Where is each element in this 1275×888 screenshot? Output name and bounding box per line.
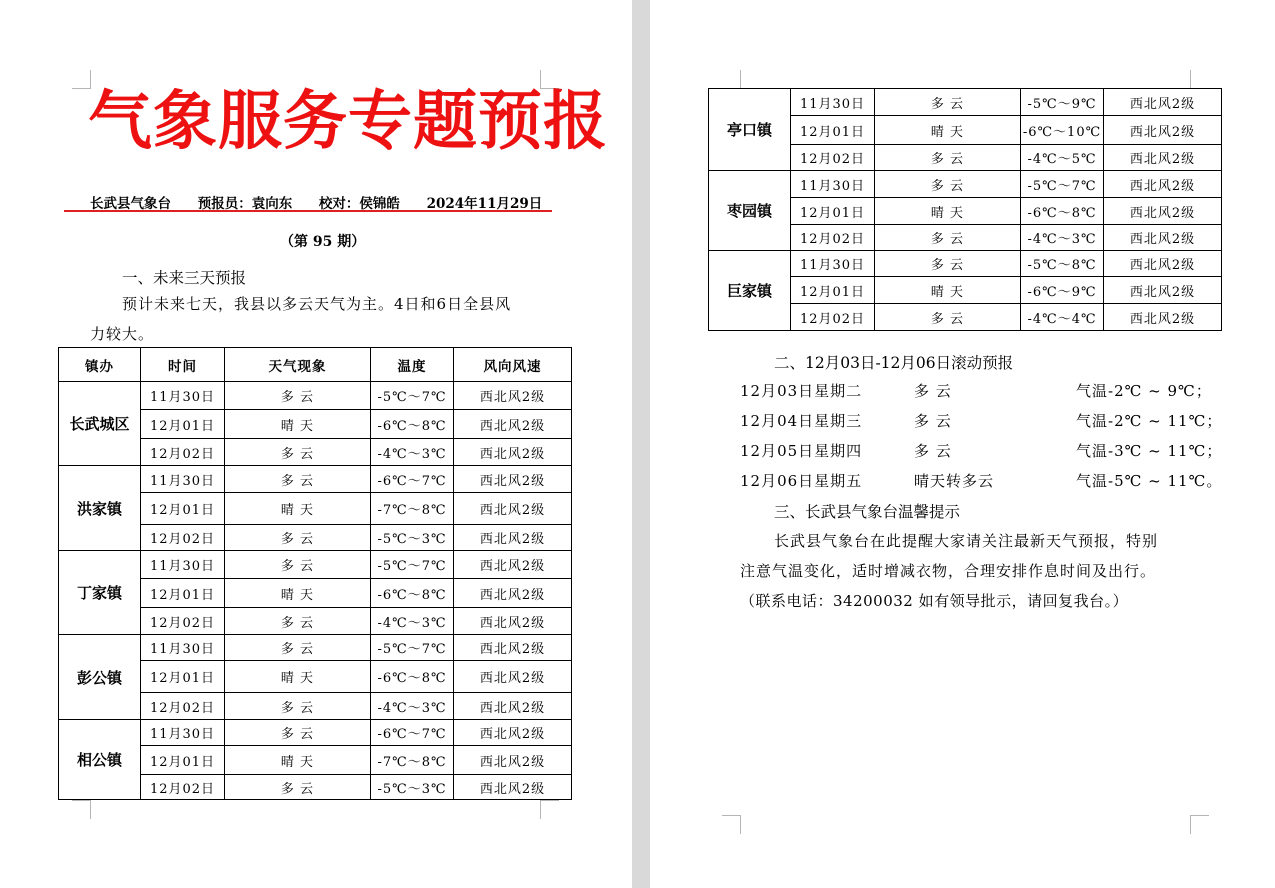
document-title: 气象服务专题预报 <box>88 84 608 159</box>
section3-body <box>740 526 1220 616</box>
rolling-weather: 晴天转多云 <box>914 472 995 490</box>
town-name: 彭公镇 <box>59 635 141 720</box>
cell-date: 12月02日 <box>141 775 225 800</box>
cell-date: 12月02日 <box>141 439 225 466</box>
cell-wind: 西北风2级 <box>454 579 572 608</box>
section1-line2: 力较大。 <box>90 325 155 343</box>
section3-heading: 三、长武县气象台温馨提示 <box>774 503 961 521</box>
forecaster: 预报员：袁向东 <box>197 196 293 212</box>
table-row <box>59 466 572 493</box>
cell-temp: -5℃～7℃ <box>371 635 454 661</box>
issue-date: 2024年11月29日 <box>426 196 543 212</box>
town-name: 洪家镇 <box>59 466 141 551</box>
rolling-weather: 多 云 <box>914 412 952 430</box>
cell-temp: -4℃～4℃ <box>1021 304 1104 331</box>
cell-wind: 西北风2级 <box>1104 145 1222 171</box>
org-name: 长武县气象台 <box>90 196 171 212</box>
cell-date: 12月02日 <box>791 225 875 251</box>
rolling-temp: 气温-3℃ ~ 11℃； <box>1076 442 1223 460</box>
cell-temp: -7℃～8℃ <box>371 493 454 525</box>
section3-line2: 注意气温变化，适时增减衣物，合理安排作息时间及出行。 <box>740 562 1157 580</box>
rolling-weather: 多 云 <box>914 382 952 400</box>
cell-wind: 西北风2级 <box>454 525 572 551</box>
cell-weather: 多 云 <box>875 89 1021 116</box>
cell-date: 11月30日 <box>141 635 225 661</box>
cell-weather: 多 云 <box>875 225 1021 251</box>
cell-weather: 晴 天 <box>875 198 1021 225</box>
red-divider <box>64 210 552 212</box>
section3-line1: 长武县气象台在此提醒大家请关注最新天气预报，特别 <box>774 532 1159 550</box>
cell-temp: -6℃～7℃ <box>371 720 454 746</box>
section1-heading: 一、未来三天预报 <box>122 269 247 287</box>
rolling-day: 12月06日星期五 <box>740 472 863 490</box>
town-name: 枣园镇 <box>709 171 791 251</box>
cell-date: 12月02日 <box>791 304 875 331</box>
table-row <box>59 720 572 746</box>
cell-temp: -4℃～3℃ <box>371 693 454 720</box>
cell-temp: -7℃～8℃ <box>371 746 454 775</box>
cell-weather: 多 云 <box>225 525 371 551</box>
cell-weather: 多 云 <box>225 382 371 410</box>
cell-date: 12月01日 <box>791 198 875 225</box>
cell-temp: -5℃～7℃ <box>1021 171 1104 198</box>
cell-weather: 晴 天 <box>875 277 1021 304</box>
cell-wind: 西北风2级 <box>454 746 572 775</box>
cell-temp: -6℃～7℃ <box>371 466 454 493</box>
cell-date: 12月01日 <box>141 661 225 693</box>
cell-date: 12月01日 <box>141 746 225 775</box>
section1-body <box>90 289 560 349</box>
cell-wind: 西北风2级 <box>454 551 572 579</box>
rolling-temp: 气温-5℃ ~ 11℃。 <box>1076 472 1223 490</box>
cell-wind: 西北风2级 <box>1104 171 1222 198</box>
table-row <box>59 551 572 579</box>
cell-weather: 晴 天 <box>225 410 371 439</box>
cell-wind: 西北风2级 <box>454 493 572 525</box>
cell-date: 12月02日 <box>141 525 225 551</box>
cell-date: 12月01日 <box>791 277 875 304</box>
cell-weather: 多 云 <box>225 775 371 800</box>
cell-temp: -6℃～8℃ <box>371 579 454 608</box>
town-name: 长武城区 <box>59 382 141 466</box>
cell-weather: 多 云 <box>225 720 371 746</box>
rolling-day: 12月04日星期三 <box>740 412 863 430</box>
cell-date: 12月02日 <box>141 693 225 720</box>
margin-mark <box>1190 815 1209 834</box>
cell-weather: 多 云 <box>225 466 371 493</box>
cell-wind: 西北风2级 <box>454 410 572 439</box>
table-row <box>709 89 1222 116</box>
cell-temp: -5℃～8℃ <box>1021 251 1104 277</box>
cell-date: 12月01日 <box>141 579 225 608</box>
cell-wind: 西北风2级 <box>454 608 572 635</box>
cell-date: 12月01日 <box>141 410 225 439</box>
cell-wind: 西北风2级 <box>454 466 572 493</box>
checker: 校对：侯锦皓 <box>318 196 400 212</box>
rolling-day: 12月05日星期四 <box>740 442 863 460</box>
margin-mark <box>72 800 91 819</box>
cell-wind: 西北风2级 <box>1104 89 1222 116</box>
margin-mark <box>1190 70 1209 89</box>
cell-weather: 多 云 <box>225 608 371 635</box>
section2-heading: 二、12月03日-12月06日滚动预报 <box>774 354 1014 372</box>
cell-temp: -4℃～5℃ <box>1021 145 1104 171</box>
cell-date: 11月30日 <box>141 551 225 579</box>
column-header: 镇办 <box>59 348 141 382</box>
cell-date: 11月30日 <box>141 382 225 410</box>
cell-temp: -5℃～3℃ <box>371 525 454 551</box>
cell-temp: -5℃～3℃ <box>371 775 454 800</box>
forecast-table-2 <box>708 88 1222 331</box>
contact-note: （联系电话：34200032 如有领导批示，请回复我台。） <box>740 592 1129 610</box>
margin-mark <box>722 70 741 89</box>
cell-weather: 多 云 <box>225 693 371 720</box>
cell-date: 11月30日 <box>141 720 225 746</box>
cell-temp: -6℃～8℃ <box>1021 198 1104 225</box>
cell-date: 11月30日 <box>791 251 875 277</box>
column-header: 风向风速 <box>454 348 572 382</box>
table-row <box>59 635 572 661</box>
margin-mark <box>540 800 559 819</box>
cell-weather: 晴 天 <box>225 746 371 775</box>
cell-temp: -4℃～3℃ <box>371 608 454 635</box>
cell-temp: -4℃～3℃ <box>1021 225 1104 251</box>
section1-line1: 预计未来七天，我县以多云天气为主。4日和6日全县风 <box>122 295 512 313</box>
town-name: 亭口镇 <box>709 89 791 171</box>
cell-date: 11月30日 <box>791 171 875 198</box>
table-row <box>59 382 572 410</box>
cell-wind: 西北风2级 <box>1104 251 1222 277</box>
cell-weather: 晴 天 <box>225 579 371 608</box>
cell-weather: 晴 天 <box>875 116 1021 145</box>
rolling-weather: 多 云 <box>914 442 952 460</box>
forecast-table-1 <box>58 347 572 800</box>
cell-wind: 西北风2级 <box>1104 277 1222 304</box>
cell-wind: 西北风2级 <box>454 775 572 800</box>
issue-number: （第 95 期） <box>280 234 366 250</box>
issue-info-line <box>90 192 550 212</box>
cell-wind: 西北风2级 <box>1104 304 1222 331</box>
cell-wind: 西北风2级 <box>1104 116 1222 145</box>
cell-wind: 西北风2级 <box>454 439 572 466</box>
cell-wind: 西北风2级 <box>1104 198 1222 225</box>
cell-weather: 多 云 <box>875 251 1021 277</box>
cell-temp: -4℃～3℃ <box>371 439 454 466</box>
rolling-day: 12月03日星期二 <box>740 382 863 400</box>
cell-date: 12月02日 <box>791 145 875 171</box>
rolling-temp: 气温-2℃ ~ 9℃； <box>1076 382 1212 400</box>
table-header-row <box>59 348 572 382</box>
column-header: 天气现象 <box>225 348 371 382</box>
margin-mark <box>722 815 741 834</box>
cell-date: 12月01日 <box>791 116 875 145</box>
cell-temp: -6℃～8℃ <box>371 661 454 693</box>
rolling-temp: 气温-2℃ ~ 11℃； <box>1076 412 1223 430</box>
cell-date: 12月02日 <box>141 608 225 635</box>
cell-temp: -5℃～7℃ <box>371 551 454 579</box>
town-name: 丁家镇 <box>59 551 141 635</box>
cell-temp: -6℃～8℃ <box>371 410 454 439</box>
cell-temp: -6℃～9℃ <box>1021 277 1104 304</box>
column-header: 时间 <box>141 348 225 382</box>
table-row <box>709 251 1222 277</box>
cell-weather: 多 云 <box>875 304 1021 331</box>
cell-weather: 多 云 <box>225 551 371 579</box>
cell-temp: -5℃～9℃ <box>1021 89 1104 116</box>
town-name: 相公镇 <box>59 720 141 800</box>
cell-weather: 晴 天 <box>225 493 371 525</box>
document-page-1 <box>0 0 632 888</box>
cell-wind: 西北风2级 <box>1104 225 1222 251</box>
town-name: 巨家镇 <box>709 251 791 331</box>
cell-wind: 西北风2级 <box>454 720 572 746</box>
cell-weather: 多 云 <box>875 145 1021 171</box>
cell-temp: -5℃～7℃ <box>371 382 454 410</box>
cell-wind: 西北风2级 <box>454 661 572 693</box>
cell-date: 11月30日 <box>141 466 225 493</box>
cell-date: 11月30日 <box>791 89 875 116</box>
cell-wind: 西北风2级 <box>454 382 572 410</box>
cell-weather: 多 云 <box>875 171 1021 198</box>
cell-temp: -6℃～10℃ <box>1021 116 1104 145</box>
cell-weather: 晴 天 <box>225 661 371 693</box>
cell-weather: 多 云 <box>225 439 371 466</box>
table-row <box>709 171 1222 198</box>
cell-wind: 西北风2级 <box>454 693 572 720</box>
cell-weather: 多 云 <box>225 635 371 661</box>
cell-wind: 西北风2级 <box>454 635 572 661</box>
column-header: 温度 <box>371 348 454 382</box>
cell-date: 12月01日 <box>141 493 225 525</box>
